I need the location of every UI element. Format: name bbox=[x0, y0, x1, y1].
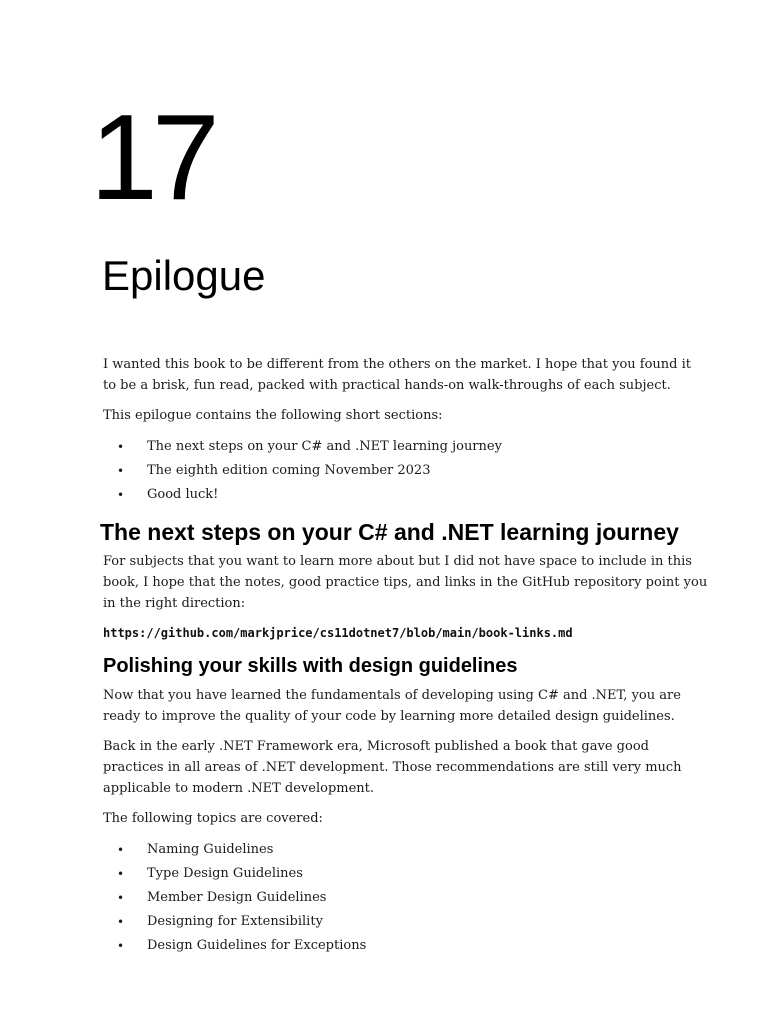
list-item bbox=[103, 483, 708, 507]
next-steps-paragraph: For subjects that you want to learn more about but I did not have space to include in this book, I hope that the notes, good practice tips, and links in the GitHub repository point you in the right direction: bbox=[103, 554, 708, 611]
design-paragraph-1: Now that you have learned the fundamentals of developing using C# and .NET, you are ready to improve the quality of your code by learning more detailed design guidelines. bbox=[103, 688, 681, 724]
list-item-text: Member Design Guidelines bbox=[147, 890, 327, 905]
bullet-icon: • bbox=[117, 488, 125, 502]
list-item bbox=[103, 459, 708, 483]
bullet-icon: • bbox=[117, 915, 125, 929]
section-heading-design-guidelines: Polishing your skills with design guidelines bbox=[103, 655, 518, 677]
bullet-icon: • bbox=[117, 867, 125, 881]
list-item-text: The eighth edition coming November 2023 bbox=[147, 463, 431, 478]
chapter-title: Epilogue bbox=[102, 252, 266, 299]
list-item-text: Good luck! bbox=[147, 487, 219, 502]
epilogue-sections-list bbox=[103, 435, 708, 507]
design-paragraph-3: The following topics are covered: bbox=[103, 811, 323, 826]
section-heading-next-steps: The next steps on your C# and .NET learning journey bbox=[100, 519, 679, 545]
bullet-icon: • bbox=[117, 440, 125, 454]
list-item-text: The next steps on your C# and .NET learning journey bbox=[147, 439, 502, 454]
list-item bbox=[103, 934, 708, 958]
list-item bbox=[103, 886, 708, 910]
list-item bbox=[103, 862, 708, 886]
chapter-content bbox=[100, 354, 708, 958]
bullet-icon: • bbox=[117, 843, 125, 857]
intro-paragraph-2: This epilogue contains the following short sections: bbox=[103, 408, 443, 423]
intro-paragraph-1: I wanted this book to be different from the others on the market. I hope that you found it to be a brisk, fun read, packed with practical hands-on walk-throughs of each subject. bbox=[103, 357, 691, 393]
list-item bbox=[103, 838, 708, 862]
chapter-number: 17 bbox=[90, 89, 214, 225]
list-item-text: Naming Guidelines bbox=[147, 842, 274, 857]
github-link[interactable]: https://github.com/markjprice/cs11dotnet7/blob/main/book-links.md bbox=[103, 626, 573, 640]
bullet-icon: • bbox=[117, 891, 125, 905]
list-item-text: Type Design Guidelines bbox=[147, 866, 303, 881]
list-item bbox=[103, 910, 708, 934]
list-item-text: Design Guidelines for Exceptions bbox=[147, 938, 367, 953]
bullet-icon: • bbox=[117, 939, 125, 953]
list-item-text: Designing for Extensibility bbox=[147, 914, 323, 929]
design-topics-list bbox=[103, 838, 708, 958]
bullet-icon: • bbox=[117, 464, 125, 478]
design-paragraph-2: Back in the early .NET Framework era, Microsoft published a book that gave good practices in all areas of .NET development. Those recommendations are still very much applicable to modern .NET development. bbox=[103, 739, 682, 796]
list-item bbox=[103, 435, 708, 459]
